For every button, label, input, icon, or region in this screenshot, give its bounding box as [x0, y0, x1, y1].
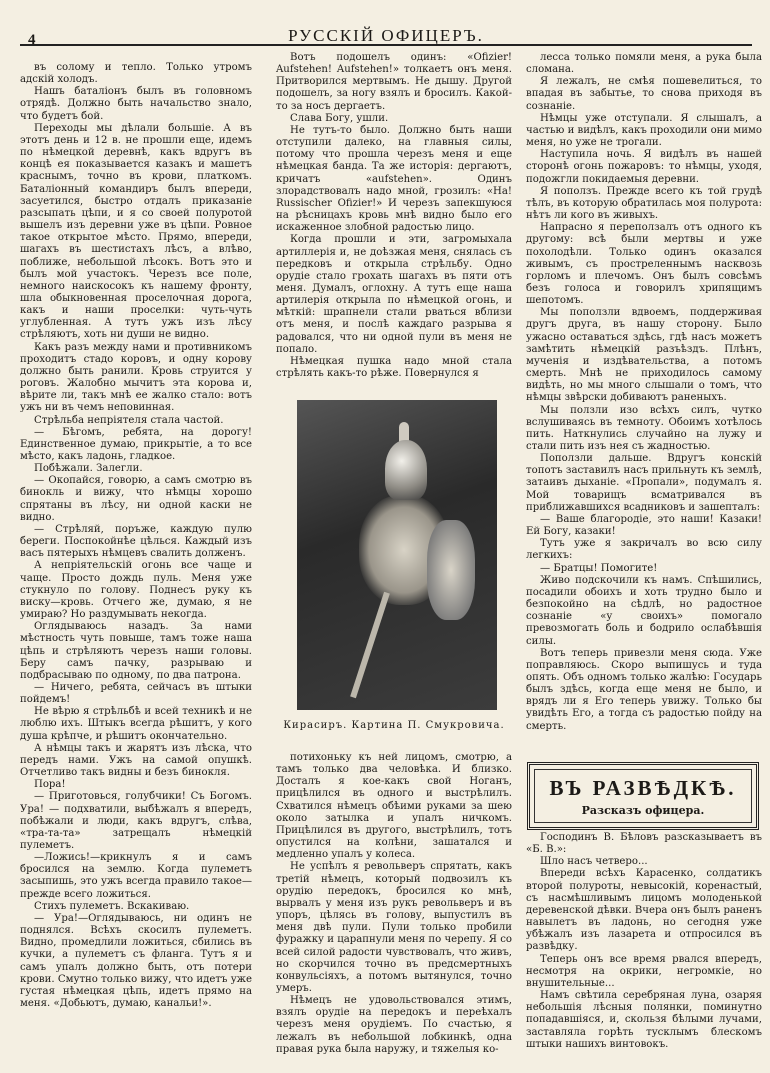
paragraph: Живо подскочили къ намъ. Спѣшились, посадили обоихъ и хоть трудно было и безпокойно на сѣдлѣ, но радостное сознаніе «у своихъ» помогало превозмогать боль и бодрило ослабѣвшія силы. — [526, 574, 762, 647]
paragraph: Впереди всѣхъ Карасенко, солдатикъ второй полуроты, невысокій, коренастый, съ насмѣшливымъ лицомъ молоденькой деревенской дѣвки. Вчера онъ былъ раненъ навылетъ въ ладонь, но сегодня уже убѣжалъ изъ лазарета и отпросился въ развѣдку. — [526, 868, 762, 953]
paragraph: Оглядываюсь назадъ. За нами мѣстность чуть повыше, тамъ тоже наша цѣпь и стрѣляютъ черезъ наши головы. Беру самъ пачку, разрываю и подбрасываю по одному, по два патрона. — [20, 621, 252, 681]
illustration-cuirassier — [297, 400, 497, 710]
column-3-bottom — [526, 832, 762, 1062]
paragraph: Не успѣлъ я револьверъ спрятать, какъ третій нѣмецъ, который подвозилъ къ орудію передокъ, бросился ко мнѣ, вырвалъ у меня изъ рукъ револьверъ и въ упоръ, цѣлясь въ голову, выпустилъ въ меня двѣ пули. Пули только пробили фуражку и царапнули меня по черепу. Я со всей силой радости чувствовалъ, что живъ, но скорчился точно въ предсмертныхъ конвульсіяхъ, а потомъ вытянулся, точно умеръ. — [276, 861, 512, 994]
paragraph: — Ура!—Оглядываюсь, ни одинъ не поднялся. Всѣхъ скосилъ пулеметъ. Видно, промедлили ложиться, сбились въ кучки, а пулеметъ съ фланга. Тутъ я и самъ упалъ должно быть, отъ потери крови. Смутно только вижу, что идетъ уже густая нѣмецкая цѣпь, идетъ прямо на меня. «Добьютъ, думаю, канальи!». — [20, 912, 252, 1010]
paragraph: —Ложись!—крикнулъ я и самъ бросился на землю. Когда пулеметъ засыпишь, это ужъ всегда правило такое—прежде всего ложиться. — [20, 852, 252, 900]
paragraph: Нѣмецкая пушка надо мной стала стрѣлять какъ-то рѣже. Повернулся я — [276, 355, 512, 380]
helmet-shape — [385, 440, 427, 500]
paragraph: Вотъ теперь привезли меня сюда. Уже поправляюсь. Скоро выпишусь и туда опять. Объ одномъ только жалѣю: Государь былъ здѣсь, когда еще меня не было, и врядъ ли я Его теперь увижу. Только бы увидѣть Его, а тогда съ радостью пойду на смерть. — [526, 647, 762, 732]
sabre-shape — [350, 592, 390, 698]
paragraph: А непріятельскій огонь все чаще и чаще. Просто дождь пуль. Меня уже стукнуло по голову. Поднесъ руку къ виску—кровь. Отчего же, думаю, я не умираю? Но раздумывать некогда. — [20, 560, 252, 621]
journal-title: РУССКІЙ ОФИЦЕРЪ. — [288, 26, 484, 45]
paragraph: Намъ свѣтила серебряная луна, озаряя небольшія лѣсныя полянки, поминутно попадавшіяся, и, скользя бѣлыми лучами, заставляла горѣть тусклымъ блескомъ штыки нашихъ винтовокъ. — [526, 990, 762, 1050]
paragraph: Напрасно я переползалъ отъ одного къ другому: всѣ были мертвы и уже похолодѣли. Только одинъ оказался живымъ, съ простреленнымъ насквозь горломъ и плечомъ. Онъ былъ совсѣмъ безъ голоса и говорилъ хрипящимъ шепотомъ. — [526, 222, 762, 307]
paragraph: А нѣмцы такъ и жарятъ изъ лѣска, что передъ нами. Ужъ на самой опушкѣ. Отчетливо такъ видны и безъ бинокля. — [20, 742, 252, 779]
column-2-top — [276, 52, 512, 380]
illustration-caption: Кирасиръ. Картина П. Смукровича. — [283, 720, 505, 731]
paragraph: лесса только помяли меня, а рука была сломана. — [526, 52, 762, 76]
paragraph: — Стрѣляй, поръже, каждую пулю береги. Поспокойнѣе цѣлься. Каждый изъ васъ пятерыхъ нѣмцевъ свалить долженъ. — [20, 523, 252, 560]
paragraph: Стрѣльба непріятеля стала частой. — [34, 414, 224, 426]
paragraph: Слава Богу, ушли. — [290, 112, 389, 124]
paragraph: Не тутъ-то было. Должно быть наши отступили далеко, на главныя силы, потому что прошла черезъ меня и еще нѣмецкая банда. Та же исторія: дергаютъ, кричатъ «aufstehen». Одинъ злорадствовалъ надо мной, грозилъ: «Ha! Russischer Ofizier!» И черезъ запекшуюся на рѣсницахъ кровь мнѣ видно было его искаженное злобной радостью лицо. — [276, 124, 512, 234]
paragraph: Не вѣрю я стрѣльбѣ и всей техникѣ и не люблю ихъ. Штыкъ всегда рѣшитъ, у кого душа крѣпче, и рѣшитъ окончательно. — [20, 706, 252, 742]
paragraph: — Приготовься, голубчики! Съ Богомъ. Ура! — подхватили, выбѣжалъ я впередъ, побѣжали и люди, какъ вдругъ, слѣва, «тра-та-та» затрещалъ нѣмецкій пулеметъ. — [20, 791, 252, 851]
paragraph: — Ваше благородіе, это наши! Казаки! Ей Богу, казаки! — [526, 513, 762, 538]
paragraph: Пора! — [34, 779, 66, 791]
paragraph: Поползли дальше. Вдругъ конскій топотъ заставилъ насъ прильнуть къ землѣ, затаивъ дыханіе. «Пропали», подумалъ я. Мой товарищъ всматривался въ приближавшихся всадниковъ и зашепталъ: — [526, 453, 762, 513]
article-subtitle: Разсказъ офицера. — [581, 804, 705, 817]
page-header — [20, 22, 752, 46]
paragraph: — Бѣгомъ, ребята, на дорогу! Единственное думаю, прикрытіе, а то все мѣсто, какъ ладонь, гладкое. — [20, 426, 252, 462]
paragraph: Нѣмецъ не удовольствовался этимъ, взялъ орудіе на передокъ и переѣхалъ черезъ меня орудіемъ. По счастью, я лежалъ въ небольшой лобкинкѣ, одна правая рука была наружу, и тяжелыя ко- — [276, 995, 512, 1055]
paragraph: — Окопайся, говорю, а самъ смотрю въ бинокль и вижу, что нѣмцы хорошо спрятаны въ лѣсу, ни одной каски не видно. — [20, 475, 252, 523]
paragraph: — Ничего, ребята, сейчасъ въ штыки пойдемъ! — [20, 681, 252, 706]
paragraph: Тутъ уже я закричалъ во всю силу легкихъ: — [526, 538, 762, 562]
column-2-bottom — [276, 752, 512, 1062]
paragraph: Шло насъ четверо... — [540, 856, 648, 868]
paragraph: Наступила ночь. Я видѣлъ въ нашей сторонѣ огонь пожаровъ: то нѣмцы, уходя, подожгли покидаемыя деревни. — [526, 149, 762, 185]
paragraph: Когда прошли и эти, загромыхала артиллерія и, не доѣзжая меня, снялась съ передковъ и открыла стрѣльбу. Одно орудіе стало грохать шагахъ въ пяти отъ меня. Думалъ, оглохну. А тутъ еще наша артилерія открыла по нѣмецкой огонь, и мѣткій: шрапнели стали рваться вблизи отъ меня, и послѣ каждаго разрыва я радовался, что ни одной пули въ меня не попало. — [276, 234, 512, 355]
arm-shape — [427, 520, 475, 620]
heading-frame — [534, 769, 752, 823]
paragraph: въ солому и тепло. Только утромъ адскій холодъ. — [20, 62, 252, 86]
paragraph: — Братцы! Помогите! — [540, 562, 658, 574]
paragraph: Я поползъ. Прежде всего къ той грудѣ тѣлъ, въ которую обратилась моя полурота: нѣтъ ли кого въ живыхъ. — [526, 185, 762, 222]
paragraph: Нашъ баталіонъ былъ въ головномъ отрядѣ. Должно быть начальство знало, что будетъ бой. — [20, 86, 252, 122]
paragraph: Вотъ подошелъ одинъ: «Ofizier! Aufstehen! Aufstehen!» толкаетъ онъ меня. Притворился мертвымъ. Не дышу. Другой подошелъ, за ногу взялъ и бросилъ. Какой-то за носъ дергаетъ. — [276, 52, 512, 112]
paragraph: Нѣмцы уже отступали. Я слышалъ, а частью и видѣлъ, какъ проходили они мимо меня, но уже не трогали. — [526, 112, 762, 149]
paragraph: Теперь онъ все время рвался впередъ, несмотря на окрики, негромкіе, но внушительные... — [526, 953, 762, 989]
article-title: ВЪ РАЗВѢДКѢ. — [549, 776, 737, 800]
column-1 — [20, 62, 252, 1062]
article-heading-box — [527, 762, 759, 830]
paragraph: Какъ разъ между нами и противникомъ проходитъ стадо коровъ, и одну корову должно быть ранили. Кровь струится у роговъ. Жалобно мычитъ эта корова и, вѣрите ли, такъ мнѣ ее жалко стало: вотъ ужъ ни въ чемъ неповинная. — [20, 341, 252, 414]
paragraph: Господинъ В. Бѣловъ разсказываетъ въ «Б. В.»: — [526, 832, 762, 856]
paragraph: Переходы мы дѣлали большіе. А въ этотъ день и 12 в. не прошли еще, идемъ по нѣмецкой деревнѣ, какъ вдругъ въ концѣ ея показывается казакъ и машетъ краснымъ, точно въ крови, платкомъ. Баталіонный командиръ былъ впереди, засуетился, быстро отдалъ приказаніе разсыпать цѣпи, и я со своей полуротой вышелъ изъ деревни уже въ цѣпи. Ровное такое открытое мѣсто. Прямо, впереди, шагахъ въ шестистахъ лѣсъ, а влѣво, поближе, небольшой лѣсокъ. Вотъ это и былъ мой участокъ. Черезъ все поле, немного наискосокъ къ нашему фронту, шла обыкновенная проселочная дорога, какъ и наши проселки: чуть-чуть углубленная. А тутъ ужъ изъ лѣсу стрѣляютъ, хоть ни души не видно. — [20, 122, 252, 341]
paragraph: Я лежалъ, не смѣя пошевелиться, то впадая въ забытье, то снова приходя въ сознаніе. — [526, 76, 762, 112]
column-3-top — [526, 52, 762, 762]
paragraph: Мы ползли изо всѣхъ силъ, чутко вслушиваясь въ темноту. Обоимъ хотѣлось пить. Наткнулись случайно на лужу и стали пить изъ нея съ жадностью. — [526, 404, 762, 452]
page-number: 4 — [28, 32, 36, 48]
paragraph: Побѣжали. Залегли. — [34, 463, 143, 475]
paragraph: Мы поползли вдвоемъ, поддерживая другъ друга, въ нашу сторону. Было ужасно оставаться здѣсь, гдѣ насъ можетъ замѣтить нѣмецкій разъѣздъ. Плѣнъ, мученія и издѣвательства, а потомъ смерть. Мнѣ не приходилось самому видѣть, но мы много слышали о томъ, что нѣмцы звѣрски добиваютъ раненыхъ. — [526, 307, 762, 404]
paragraph: потихоньку къ ней лицомъ, смотрю, а тамъ только два человѣка. И близко. Досталъ я кое-какъ свой Ноганъ, прицѣлился въ одного и выстрѣлилъ. Схватился нѣмецъ обѣими руками за шею около затылка и упалъ ничкомъ. Прицѣлился въ другого, выстрѣлилъ, тотъ опустился на колѣни, зашатался и медленно упалъ у колеса. — [276, 752, 512, 861]
paragraph: Стихъ пулеметъ. Вскакиваю. — [34, 900, 190, 912]
